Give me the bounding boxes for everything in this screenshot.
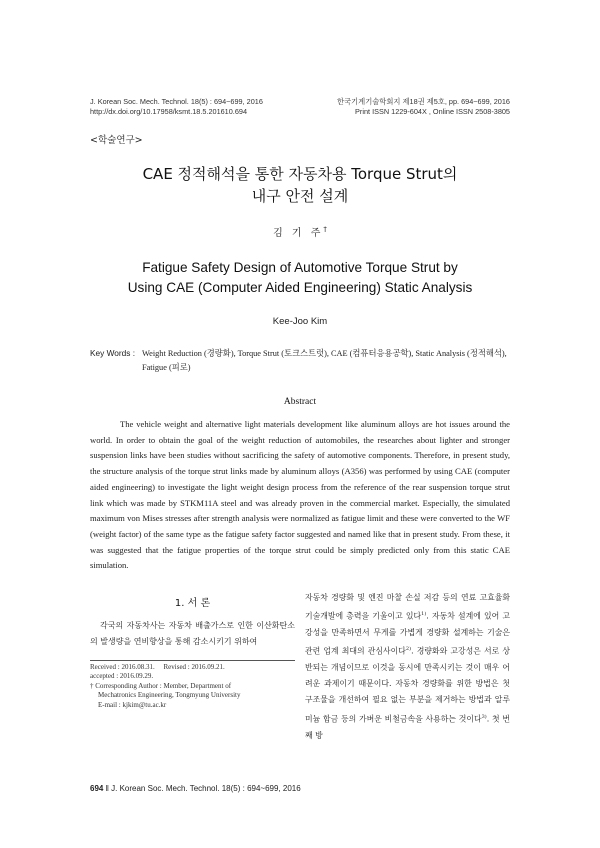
journal-issn-header (337, 97, 510, 116)
english-title-line2: Using CAE (Computer Aided Engineering) Static Analysis (127, 280, 473, 295)
keywords-label: Key Words : (90, 348, 136, 358)
footer-citation: J. Korean Soc. Mech. Technol. 18(5) : 694~699, 2016 (111, 784, 301, 793)
korean-title-line2: 내구 안전 설계 (251, 187, 349, 205)
intro-paragraph-right (305, 590, 510, 744)
abstract-heading: Abstract (283, 397, 317, 407)
abstract-text: The vehicle weight and alternative light materials development like aluminum alloys are hot issues around the world. In order to obtain the goal of the weight reduction of automobiles, the researches about lighter and stronger suspension links have been studies without sacrificing the safety of automotive components. Therefore, in present study, the structure analysis of the torque strut links made by aluminum alloys (A356) was performed by using CAE (computer aided engineering) to investigate the light weight design process from the reference of the rear suspension torque strut link which was made by STKM11A steel and was already proven in the commercial market. Especially, the simulated maximum von Mises stresses after strength analysis were normalized as fatigue limit and these were converted to the WF (weight factor) of the same type as the fatigue safety factor suggested and named like that in present study. From these, it was suggested that the fatigue properties of the torque strut could be simply predicted only from this static CAE simulation. (90, 419, 510, 571)
korean-title-line1: CAE 정적해석을 통한 자동차용 Torque Strut의 (142, 165, 458, 183)
page-number: 694 (90, 784, 104, 793)
footnote-block (90, 663, 295, 710)
citation-line: J. Korean Soc. Mech. Technol. 18(5) : 694~699, 2016 (90, 97, 263, 106)
revised-date: Revised : 2016.09.21. (163, 663, 225, 671)
english-title (0, 258, 600, 298)
intro-text-part2: . 자동차 설계에 있어 고강성을 만족하면서 무게를 가볍게 경량화 설계하는 기술은 관련 업계 최대의 관심사이다 (305, 611, 510, 656)
korean-citation-line: 한국기계기술학회지 제18권 제5호, pp. 694~699, 2016 (337, 97, 510, 106)
intro-paragraph-left: 각국의 자동차사는 자동차 배출가스로 인한 이산화탄소의 발생량을 연비향상을 통해 감소시키기 위하여 (90, 621, 295, 646)
accepted-date: accepted : 2016.09.29. (90, 672, 154, 681)
doi-link[interactable]: http://dx.doi.org/10.17958/ksmt.18.5.201610.694 (90, 106, 247, 116)
reference-3[interactable]: 3) (481, 713, 487, 720)
korean-author (0, 224, 600, 239)
keywords-text: Weight Reduction (경량화), Torque Strut (토크스트럿), CAE (컴퓨터응용공학), Static Analysis (정적해석), Fatigue (피로) (142, 349, 507, 372)
corresponding-mark: † (323, 225, 327, 234)
keywords-block (90, 347, 510, 374)
footer-separator: ‖ (105, 784, 109, 793)
intro-text-part4: . 첫 번째 방 (305, 714, 510, 740)
footnote-divider (90, 660, 295, 661)
corresponding-author-email: E-mail : kjkim@tu.ac.kr (98, 700, 167, 709)
corresponding-author-line2: Mechatronics Engineering, Tongmyung University (98, 691, 241, 700)
journal-citation-header (90, 97, 263, 116)
reference-1[interactable]: 1) (421, 611, 427, 618)
section-title-introduction: 1. 서 론 (174, 598, 211, 609)
issn-line: Print ISSN 1229-604X , Online ISSN 2508-3805 (355, 106, 510, 116)
reference-2[interactable]: 2) (405, 646, 412, 653)
korean-author-name: 김 기 주 (273, 228, 324, 239)
corresponding-author-line1: † Corresponding Author : Member, Department of (90, 681, 232, 690)
korean-title (0, 163, 600, 207)
dates-line (90, 663, 295, 672)
article-type-tag: <학술연구> (90, 135, 143, 146)
english-title-line1: Fatigue Safety Design of Automotive Torque Strut by (142, 260, 458, 275)
received-date: Received : 2016.08.31. (90, 663, 155, 671)
page-footer (90, 784, 301, 793)
english-author: Kee-Joo Kim (272, 316, 328, 327)
intro-text-part1: 자동차 경량화 및 엔진 마찰 손실 저감 등의 연료 고효율화 기술개발에 총력을 기울이고 있다 (305, 593, 510, 621)
intro-text-part3: . 경량화와 고강성은 서로 상반되는 개념이므로 이것을 동시에 만족시키는 것이 매우 어려운 과제이기 때문이다. 자동차 경량화를 위한 방법은 첫 구조물을 개선하여 필요 없는 부분을 제거하는 방법과 알루미늄 합금 등의 가벼운 비철금속을 사용하는 것이다 (305, 646, 511, 724)
